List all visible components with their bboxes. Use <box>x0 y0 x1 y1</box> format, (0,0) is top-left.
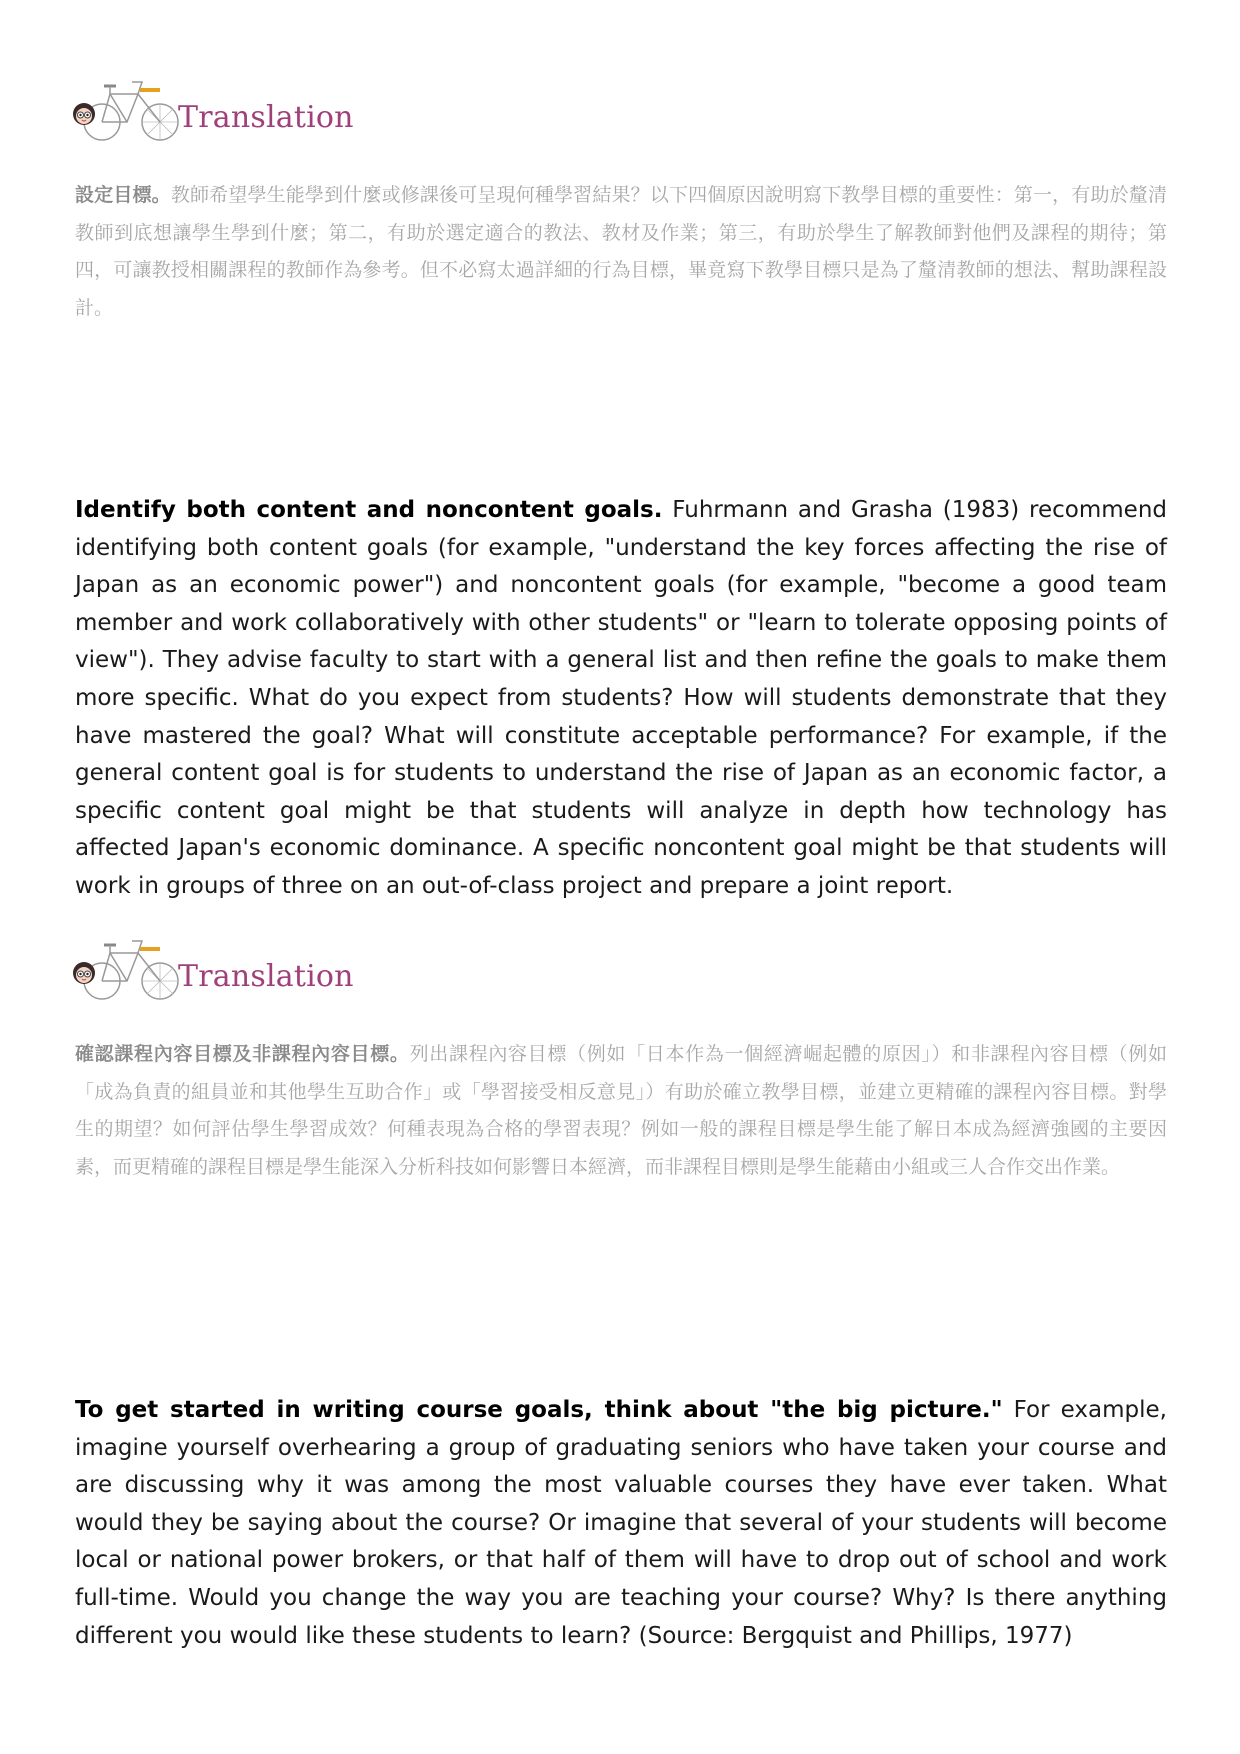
chinese-body-1: 教師希望學生能學到什麼或修課後可呈現何種學習結果？以下四個原因說明寫下教學目標的重要性：第一，有助於釐清教師到底想讓學生學到什麼；第二，有助於選定適合的教法、教材及作業；第三，有助於學生了解教師對他們及課程的期待；第四，可讓教授相關課程的教師作為參考。但不必寫太過詳細的行為目標，畢竟寫下教學目標只是為了釐清教師的想法、幫助課程設計。 <box>75 184 1167 319</box>
chinese-paragraph-2 <box>75 1036 1167 1186</box>
logo-text: Translation <box>178 100 354 135</box>
english-paragraph-2 <box>75 1392 1167 1655</box>
chinese-heading-1: 設定目標。 <box>75 184 171 206</box>
english-paragraph-1 <box>75 492 1167 906</box>
chinese-heading-2: 確認課程內容目標及非課程內容目標。 <box>75 1043 410 1065</box>
translation-logo <box>72 933 354 1003</box>
translation-logo <box>72 74 354 144</box>
chinese-body-2: 列出課程內容目標（例如「日本作為一個經濟崛起體的原因」）和非課程內容目標（例如「成為負責的組員並和其他學生互助合作」或「學習接受相反意見」）有助於確立教學目標，並建立更精確的課程內容目標。對學生的期望？如何評估學生學習成效？何種表現為合格的學習表現？例如一般的課程目標是學生能了解日本成為經濟強國的主要因素，而更精確的課程目標是學生能深入分析科技如何影響日本經濟，而非課程目標則是學生能藉由小組或三人合作交出作業。 <box>75 1043 1167 1178</box>
logo-text: Translation <box>178 959 354 994</box>
english-heading-2: To get started in writing course goals, think about "the big picture." <box>75 1397 1003 1423</box>
english-body-1: Fuhrmann and Grasha (1983) recommend identifying both content goals (for example, "understand the key forces affecting the rise of Japan as an economic power") and noncontent goals (for example, "become a good team member and work collaboratively with other students" or "learn to tolerate opposing points of view"). They advise faculty to start with a general list and then refine the goals to make them more specific. What do you expect from students? How will students demonstrate that they have mastered the goal? What will constitute acceptable performance? For example, if the general content goal is for students to understand the rise of Japan as an economic factor, a specific content goal might be that students will analyze in depth how technology has affected Japan's economic dominance. A specific noncontent goal might be that students will work in groups of three on an out-of-class project and prepare a joint report. <box>75 497 1167 899</box>
chinese-paragraph-1 <box>75 177 1167 327</box>
english-heading-1: Identify both content and noncontent goals. <box>75 497 663 523</box>
english-body-2: For example, imagine yourself overhearing a group of graduating seniors who have taken your course and are discussing why it was among the most valuable courses they have ever taken. What would they be saying about the course? Or imagine that several of your students will become local or national power brokers, or that half of them will have to drop out of school and work full-time. Would you change the way you are teaching your course? Why? Is there anything different you would like these students to learn? (Source: Bergquist and Phillips, 1977) <box>75 1397 1167 1649</box>
